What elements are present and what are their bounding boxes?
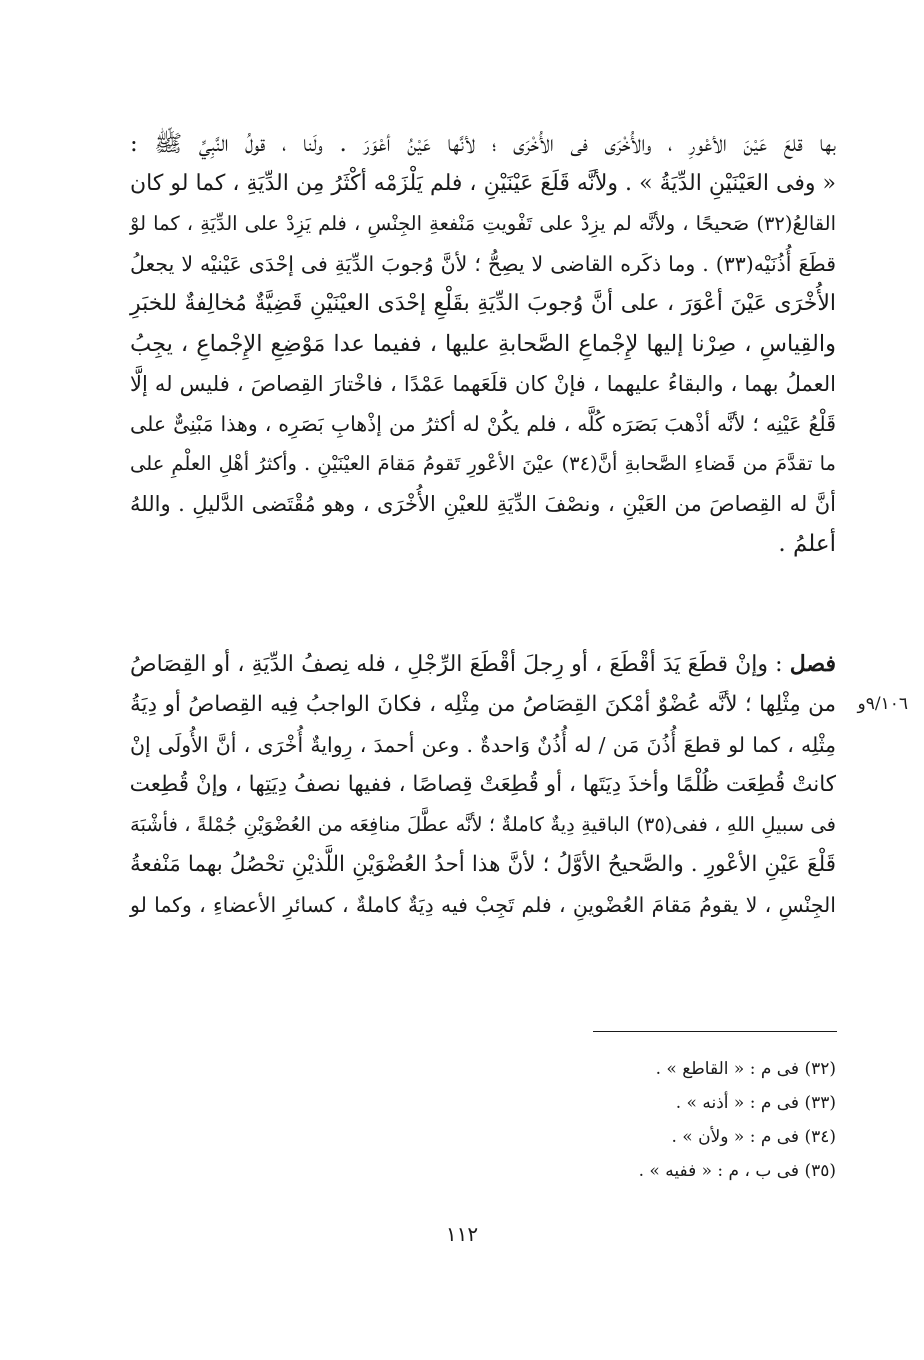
text-line: الجِنْسِ ، لا يقومُ مَقامَ العُضْوينِ ، فلم تَجِبْ فيه دِيَةٌ كاملةٌ ، كسائرِ الأعضاءِ ، وكما لو <box>130 893 836 917</box>
footnote: (٣٤) فى م : « ولأن » . <box>671 1127 836 1147</box>
section-label: فصل <box>789 651 836 677</box>
footnote: (٣٣) فى م : « أذنه » . <box>675 1093 836 1113</box>
footnotes <box>430 1052 836 1188</box>
text-line: كانتْ قُطِعَت ظُلْمًا وأخذَ دِيَتَها ، أو قُطِعَتْ قِصاصًا ، ففيها نصفُ دِيَتِها ، وإنْ قُطِعت <box>129 772 836 797</box>
footnote: (٣٢) فى م : « القاطع » . <box>655 1059 836 1079</box>
text-line: أنَّ له القِصاصَ من العَيْنِ ، ونصْفَ الدِّيَةِ للعيْنِ الأُخْرَى ، وهو مُقْتَضى الدَّليلِ . واللهُ <box>130 492 836 516</box>
text-line: « وفى العَيْنَيْنِ الدِّيَةُ » . ولأنَّه قَلَعَ عَيْنَيْنِ ، فلم يَلْزَمْه أكْثَرُ مِن الدِّيَةِ ، كما لو كان <box>130 171 836 196</box>
text-line: العملُ بهما ، والبقاءُ عليهما ، فإنْ كان قلَعَهما عَمْدًا ، فاخْتارَ القِصاصَ ، فليس له إلَّا <box>130 372 836 396</box>
footnote-divider <box>593 1031 837 1032</box>
text-line: القالعُ(٣٢) صَحيحًا ، ولأنَّه لم يزِدْ على تَفْويتِ مَنْفعةِ الجِنْسِ ، فلم يَزِدْ على الدِّيَةِ ، كما لوْ <box>130 212 836 235</box>
fasl-paragraph <box>130 644 836 925</box>
main-paragraph <box>130 124 836 564</box>
text-line: من مِثْلِها ؛ لأنَّه عُضْوٌ أمْكنَ القِصَاصُ من مِثْلِه ، فكانَ الواجبُ فِيه القِصاصُ أو دِيَةُ <box>130 692 836 717</box>
text-line: بها قلعَ عَيْنَ الأعْورِ ، والأُخْرَى فى الأُخْرَى ؛ لأنَّها عَيْنُ أعْوَرَ . ولَنا ، قولُ النَّبِيِّ ﷺ : <box>130 131 836 157</box>
text-line: قطَعَ أُذُنَيْه(٣٣) . وما ذكَره القاضى لا يصِحُّ ؛ لأنَّ وُجوبَ الدِّيَةِ فى إحْدَى عَيْنيْه لا يجعلُ <box>130 252 837 276</box>
page-number: ١١٢ <box>445 1222 479 1246</box>
text-line: أعلمُ . <box>778 531 836 557</box>
text-line: فى سبيلِ اللهِ ، ففى(٣٥) الباقيةِ دِيةٌ كاملةٌ ؛ لأنَّه عطَّلَ منافِعَه من العُضْوَيْنِ جُمْلةً ، فأشْبَهَ <box>130 813 836 836</box>
text-line: والقِياسِ ، صِرْنا إليها لإِجْماعِ الصَّحابةِ عليها ، ففيما عدا مَوْضِعِ الإِجْماعِ ، يجِبُ <box>130 331 836 357</box>
text-line: مِثْلِه ، كما لو قطعَ أُذُنَ مَن / له أُذُنٌ وَاحدةٌ . وعن أحمدَ ، رِوايةٌ أُخْرَى ، أنَّ الأُولَى إنْ <box>130 733 836 757</box>
text-line: قَلْعُ عَيْنِه ؛ لأنَّه أذْهبَ بَصَرَه كُلَّه ، فلم يكُنْ له أكثرُ من إذْهابِ بَصَرِه ، وهذا مَبْنِىٌّ على <box>130 412 836 436</box>
text-line: ما تقدَّمَ من قَضاءِ الصَّحابةِ أنَّ(٣٤) عيْنَ الأعْورِ تَقومُ مَقامَ العيْنَيْنِ . وأكثرُ أهْلِ العلْمِ على <box>130 452 836 475</box>
text-line <box>130 644 836 685</box>
footnote: (٣٥) فى ب ، م : « ففيه » . <box>638 1161 836 1181</box>
manuscript-folio-note: ٩/١٠٦و <box>857 694 908 714</box>
text-line-rest: : وإنْ قطَعَ يَدَ أقْطَعَ ، أو رِجلَ أقْطَعَ الرِّجْلِ ، فله نِصفُ الدِّيَةِ ، أو القِصَاصُ <box>130 652 790 677</box>
text-line: الأُخْرَى عَيْنَ أعْوَرَ ، على أنَّ وُجوبَ الدِّيَةِ بقَلْعِ إحْدَى العيْنَيْنِ قَضِيَّةٌ مُخالِفةٌ للخبَرِ <box>130 291 836 316</box>
text-line: قَلْعَ عَيْنِ الأعْورِ . والصَّحيحُ الأوَّلُ ؛ لأنَّ هذا أحدُ العُضْوَيْنِ اللَّذيْنِ تحْصُلُ بهما مَنْفعةُ <box>130 852 836 877</box>
